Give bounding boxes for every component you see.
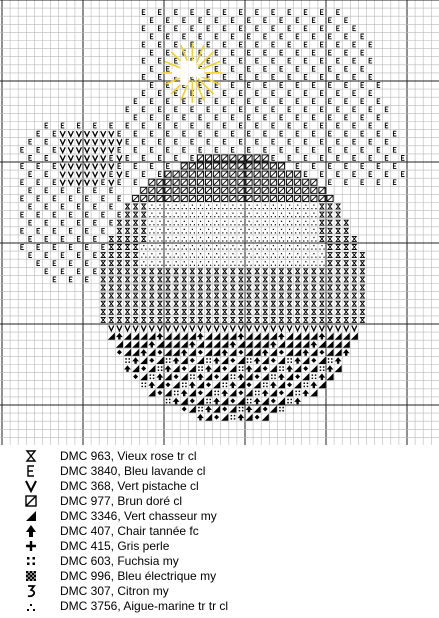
legend-label: DMC 603, Fuchsia my xyxy=(60,554,179,568)
sun-motif xyxy=(162,43,222,103)
legend-row xyxy=(0,539,439,553)
e-symbol-icon xyxy=(24,464,38,478)
filled-triangle-symbol-icon xyxy=(24,509,38,523)
legend-label: DMC 368, Vert pistache cl xyxy=(60,479,199,493)
legend-row xyxy=(0,479,439,493)
legend-label: DMC 307, Citron my xyxy=(60,584,169,598)
legend-label: DMC 977, Brun doré cl xyxy=(60,494,183,508)
three-symbol-icon xyxy=(24,584,38,598)
legend-row xyxy=(0,554,439,568)
legend-label: DMC 996, Bleu électrique my xyxy=(60,569,217,583)
legend-label: DMC 407, Chair tannée fc xyxy=(60,524,199,538)
legend-label: DMC 415, Gris perle xyxy=(60,539,170,553)
legend-row xyxy=(0,464,439,478)
legend-row xyxy=(0,494,439,508)
legend-row xyxy=(0,599,439,613)
legend-row xyxy=(0,584,439,598)
legend-label: DMC 3756, Aigue-marine tr tr cl xyxy=(60,599,229,613)
legend-label: DMC 3346, Vert chasseur my xyxy=(60,509,217,523)
hourglass-symbol-icon xyxy=(24,449,38,463)
dots-symbol-icon xyxy=(24,554,38,568)
legend-row xyxy=(0,569,439,583)
small-dots-symbol-icon xyxy=(24,599,38,613)
legend-label: DMC 3840, Bleu lavande cl xyxy=(60,464,206,478)
thread-legend xyxy=(0,449,439,618)
legend-label: DMC 963, Vieux rose tr cl xyxy=(60,449,197,463)
plus-symbol-icon xyxy=(24,539,38,553)
checker-symbol-icon xyxy=(24,569,38,583)
arrow-symbol-icon xyxy=(24,524,38,538)
slash-box-symbol-icon xyxy=(24,494,38,508)
legend-row xyxy=(0,509,439,523)
legend-row xyxy=(0,524,439,538)
v-symbol-icon xyxy=(24,479,38,493)
legend-row xyxy=(0,449,439,463)
